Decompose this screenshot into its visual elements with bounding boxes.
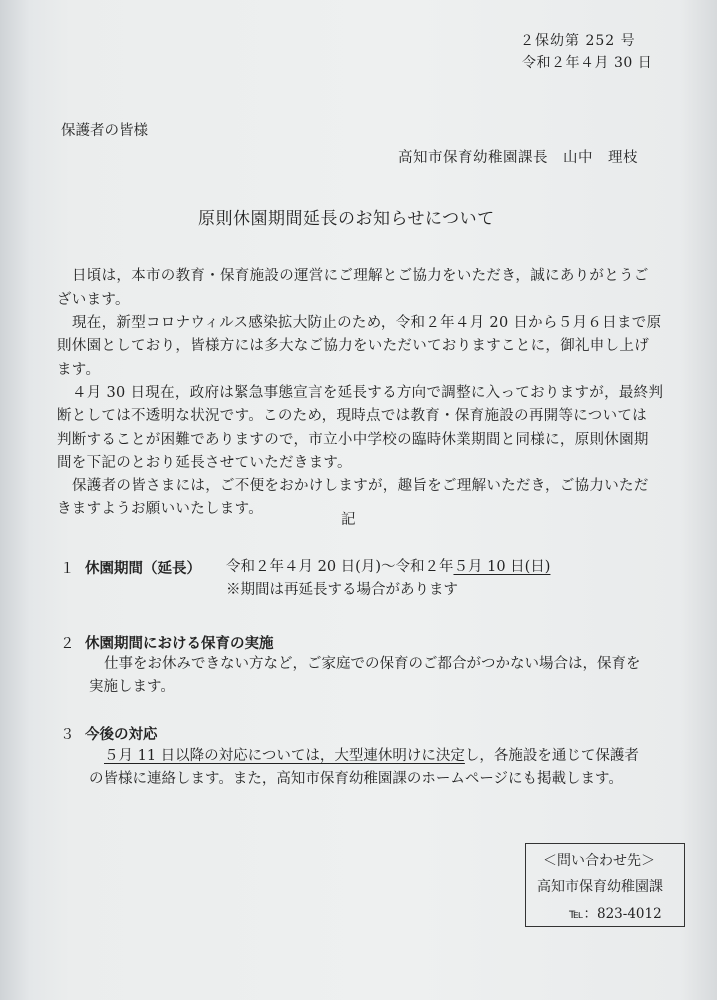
ki-heading: 記	[341, 512, 356, 528]
document-date: 令和２年４月 30 日	[522, 55, 653, 71]
section-body-line	[104, 745, 639, 767]
section-title: 休園期間（延長）	[85, 560, 201, 577]
closure-period-start: 令和２年４月 20 日(月)～令和２年	[226, 559, 454, 575]
body-line: ざいます。	[57, 292, 130, 308]
contact-phone: ℡：823-4012	[569, 906, 662, 922]
body-line: 保護者の皆さまには，ご不便をおかけしますが，趣旨をご理解いただき，ご協力いただ	[72, 478, 649, 494]
body-line: 判断することが困難でありますので，市立小中学校の臨時休業期間と同様に，原則休園期	[57, 432, 649, 448]
sender: 高知市保育幼稚園課長 山中 理枝	[398, 150, 638, 166]
closure-period-note: ※期間は再延長する場合があります	[226, 582, 458, 598]
body-line: 間を下記のとおり延長させていただきます。	[57, 455, 352, 471]
section-title: 今後の対応	[85, 726, 158, 743]
section-body-line: の皆様に連絡します。また，高知市保育幼稚園課のホームページにも掲載します。	[89, 771, 623, 787]
body-line: ４月 30 日現在，政府は緊急事態宣言を延長する方向で調整に入っておりますが，最終判	[72, 385, 664, 401]
section-number: ３	[60, 727, 75, 743]
addressee: 保護者の皆様	[61, 123, 148, 139]
closure-period	[226, 556, 550, 578]
section-body-text: し，各施設を通じて保護者	[464, 748, 639, 764]
contact-organization: 高知市保育幼稚園課	[537, 879, 663, 895]
body-line: きますようお願いいたします。	[57, 501, 264, 517]
body-line: ます。	[57, 362, 101, 378]
section-number: １	[60, 561, 75, 577]
document-number: ２保幼第 252 号	[520, 33, 636, 49]
section-body-line: 実施します。	[89, 679, 175, 695]
section-title: 休園期間における保育の実施	[85, 635, 274, 652]
section-body-line: 仕事をお休みできない方など，ご家庭での保育のご都合がつかない場合は，保育を	[104, 656, 641, 672]
contact-heading: ＜問い合わせ先＞	[543, 853, 655, 869]
document-title: 原則休園期間延長のお知らせについて	[198, 209, 495, 229]
closure-period-end: ５月 10 日(日)	[453, 559, 551, 575]
body-line: 断としては不透明な状況です。このため，現時点では教育・保育施設の再開等については	[57, 408, 647, 424]
section-number: ２	[60, 636, 75, 652]
body-line: 日頃は，本市の教育・保育施設の運営にご理解とご協力をいただき，誠にありがとうご	[72, 268, 649, 284]
underlined-text: ５月 11 日以降の対応については，大型連休明けに決定	[104, 748, 465, 764]
body-line: 現在，新型コロナウィルス感染拡大防止のため，令和２年４月 20 日から５月６日まで原	[72, 315, 662, 331]
body-line: 則休園としており，皆様方には多大なご協力をいただいておりますことに，御礼申し上げ	[57, 338, 649, 354]
